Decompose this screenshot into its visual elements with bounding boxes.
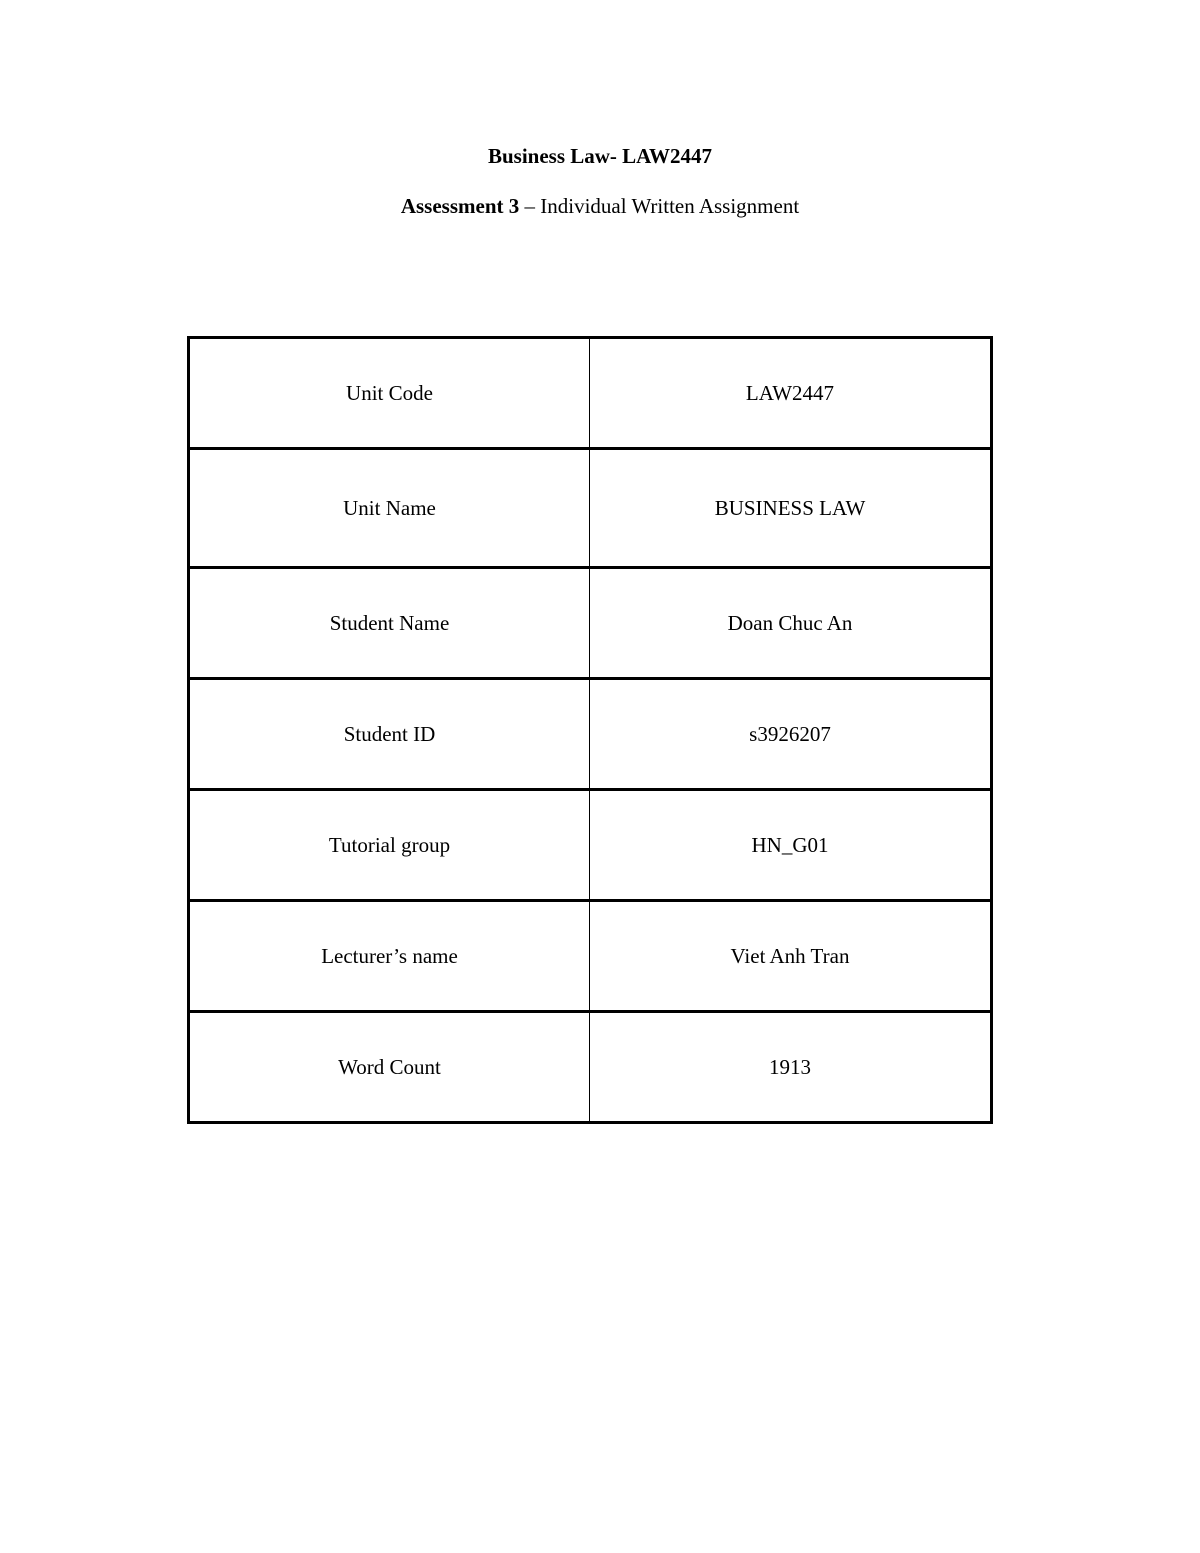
row-label-word-count: Word Count <box>189 1012 590 1123</box>
row-value-unit-code: LAW2447 <box>745 381 835 405</box>
row-value-tutorial-group: HN_G01 <box>590 790 992 901</box>
cover-info-table <box>187 336 993 1124</box>
row-label-tutorial-group: Tutorial group <box>189 790 590 901</box>
subtitle-assessment-label: Assessment 3 <box>400 194 520 218</box>
row-label-student-id: Student ID <box>189 679 590 790</box>
table-row-student-name <box>189 568 992 679</box>
row-value-word-count: 1913 <box>590 1012 992 1123</box>
table-row-student-id <box>189 679 992 790</box>
row-value-student-name: Doan Chuc An <box>590 568 992 679</box>
row-value-lecturer-name: Viet Anh Tran <box>590 901 992 1012</box>
row-label-unit-code: Unit Code <box>189 338 590 449</box>
table-row-word-count <box>189 1012 992 1123</box>
row-label-unit-name: Unit Name <box>189 449 590 568</box>
row-label-lecturer-name: Lecturer’s name <box>189 901 590 1012</box>
table-row-unit-name <box>189 449 992 568</box>
table-row-tutorial-group <box>189 790 992 901</box>
table-row-unit-code <box>189 338 992 449</box>
document-subtitle <box>0 192 1200 220</box>
subtitle-assignment-type: Individual Written Assignment <box>540 194 800 218</box>
table-row-lecturer-name <box>189 901 992 1012</box>
row-value-unit-name: BUSINESS LAW <box>590 449 992 568</box>
row-label-student-name: Student Name <box>189 568 590 679</box>
row-value-student-id: s3926207 <box>590 679 992 790</box>
document-title: Business Law- LAW2447 <box>487 144 713 168</box>
subtitle-separator: – <box>519 194 541 218</box>
